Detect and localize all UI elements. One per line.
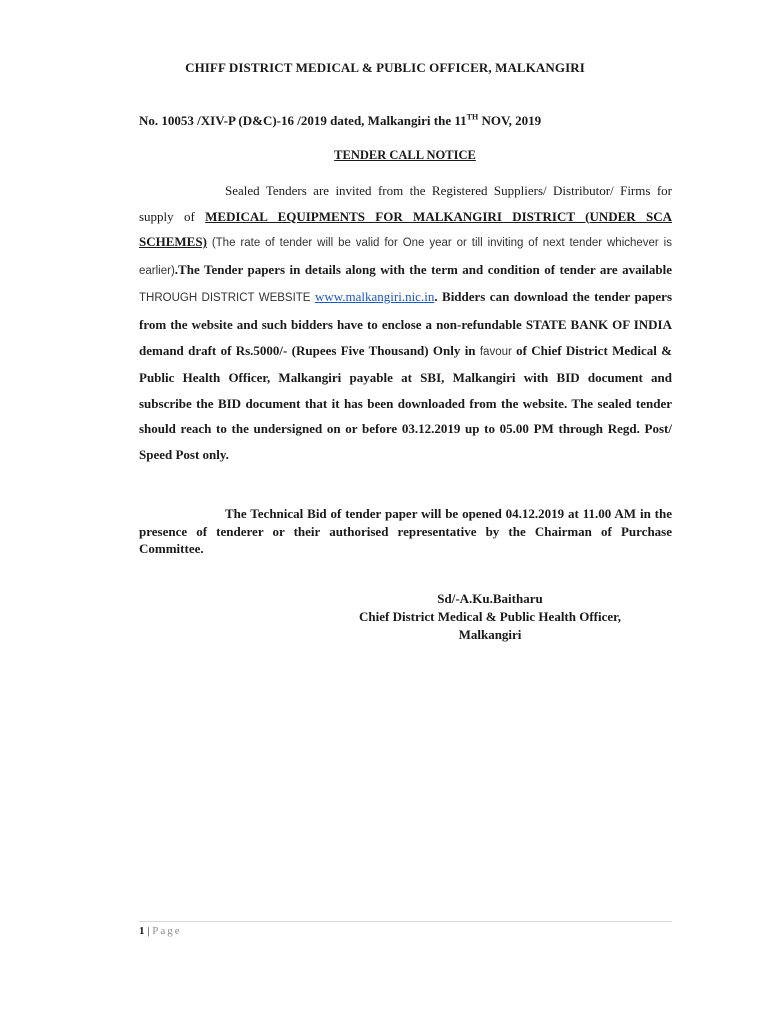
body-intro: Sealed Tenders are invited from the Registered Suppliers/ Distributor/ Firms for supply of	[139, 183, 672, 224]
page-label: Page	[152, 925, 182, 937]
body-availability: .The Tender papers in details along with the term and condition of tender are available	[174, 261, 672, 277]
tender-body-paragraph	[139, 178, 672, 468]
reference-superscript: TH	[466, 112, 479, 122]
signatory-name: Sd/-A.Ku.Baitharu	[437, 591, 543, 606]
body-payment-deadline: of Chief District Medical & Public Health Officer, Malkangiri payable at SBI, Malkangiri with BID document and subscribe the BID document that it has been downloaded from the website. The sealed tender should reach to the undersigned on or before 03.12.2019 up to 05.00 PM through Regd. Post/ Speed Post only.	[139, 342, 672, 462]
favour-word: favour	[479, 345, 512, 358]
reference-prefix: No. 10053 /XIV-P (D&C)-16 /2019 dated, Malkangiri the 11	[139, 113, 467, 128]
website-link[interactable]: www.malkangiri.nic.in	[314, 289, 435, 305]
reference-suffix: NOV, 2019	[478, 113, 542, 128]
through-website-text: THROUGH DISTRICT WEBSITE	[139, 292, 311, 305]
footer-separator: |	[147, 925, 150, 937]
technical-bid-paragraph: The Technical Bid of tender paper will be opened 04.12.2019 at 11.00 AM in the presence of tenderer or their authorised representative by the Chairman of Purchase Committee.	[139, 506, 672, 556]
tender-subject: MEDICAL EQUIPMENTS FOR MALKANGIRI DISTRICT (UNDER SCA SCHEMES)	[139, 208, 673, 250]
reference-line	[139, 113, 541, 129]
signature-block	[300, 590, 680, 644]
signatory-place: Malkangiri	[458, 627, 522, 642]
validity-note: (The rate of tender will be valid for One year or till inviting of next tender whichever is earlier)	[139, 237, 672, 277]
body-bidders: . Bidders can download the tender papers from the website and such bidders have to enclose a non-refundable STATE BANK OF INDIA demand draft of Rs.5000/- (Rupees Five Thousand) Only in	[139, 289, 672, 358]
office-heading: CHIFF DISTRICT MEDICAL & PUBLIC OFFICER, MALKANGIRI	[185, 60, 585, 75]
footer-divider	[139, 921, 672, 922]
page-number: 1	[139, 925, 145, 937]
signatory-designation: Chief District Medical & Public Health Officer,	[359, 609, 621, 624]
notice-title: TENDER CALL NOTICE	[334, 148, 476, 162]
page-footer	[139, 925, 182, 937]
